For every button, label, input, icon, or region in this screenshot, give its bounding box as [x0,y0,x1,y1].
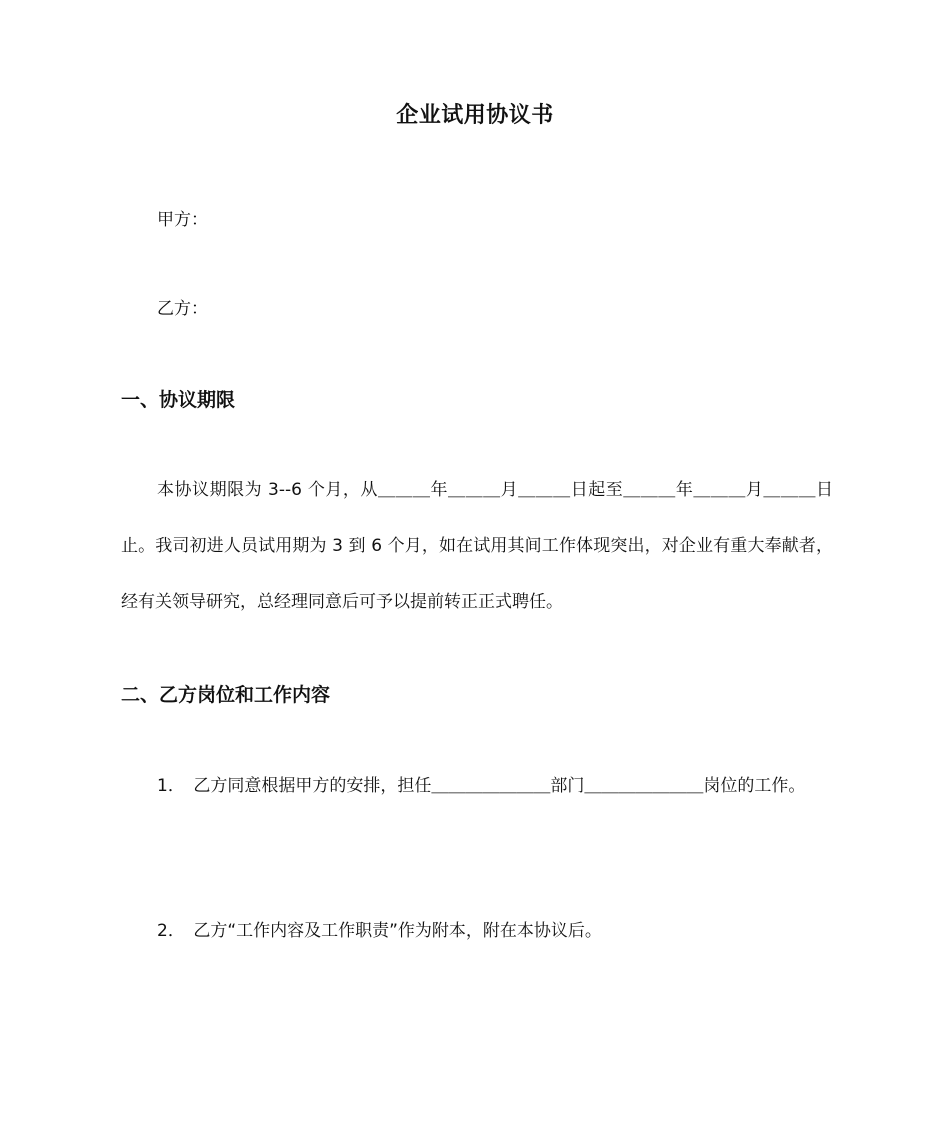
section-heading-term: 一、协议期限 [121,389,236,411]
document-title: 企业试用协议书 [396,103,554,128]
party-a-label: 甲方： [157,210,208,230]
position-item-2: 2． 乙方“工作内容及工作职责”作为附本，附在本协议后。 [157,921,602,941]
party-b-label: 乙方： [157,299,208,319]
position-item-1: 1． 乙方同意根据甲方的安排，担任＿＿＿＿＿＿＿部门＿＿＿＿＿＿＿岗位的工作。 [157,776,806,796]
section-heading-position: 二、乙方岗位和工作内容 [121,684,331,706]
term-paragraph: 本协议期限为 3--6 个月，从＿＿＿年＿＿＿月＿＿＿日起至＿＿＿年＿＿＿月＿＿＿日止。我司初进人员试用期为 3 到 6 个月，如在试用其间工作体现突出，对企业有重大奉献者，经有关领导研究，总经理同意后可予以提前转正正式聘任。 [121,480,833,612]
